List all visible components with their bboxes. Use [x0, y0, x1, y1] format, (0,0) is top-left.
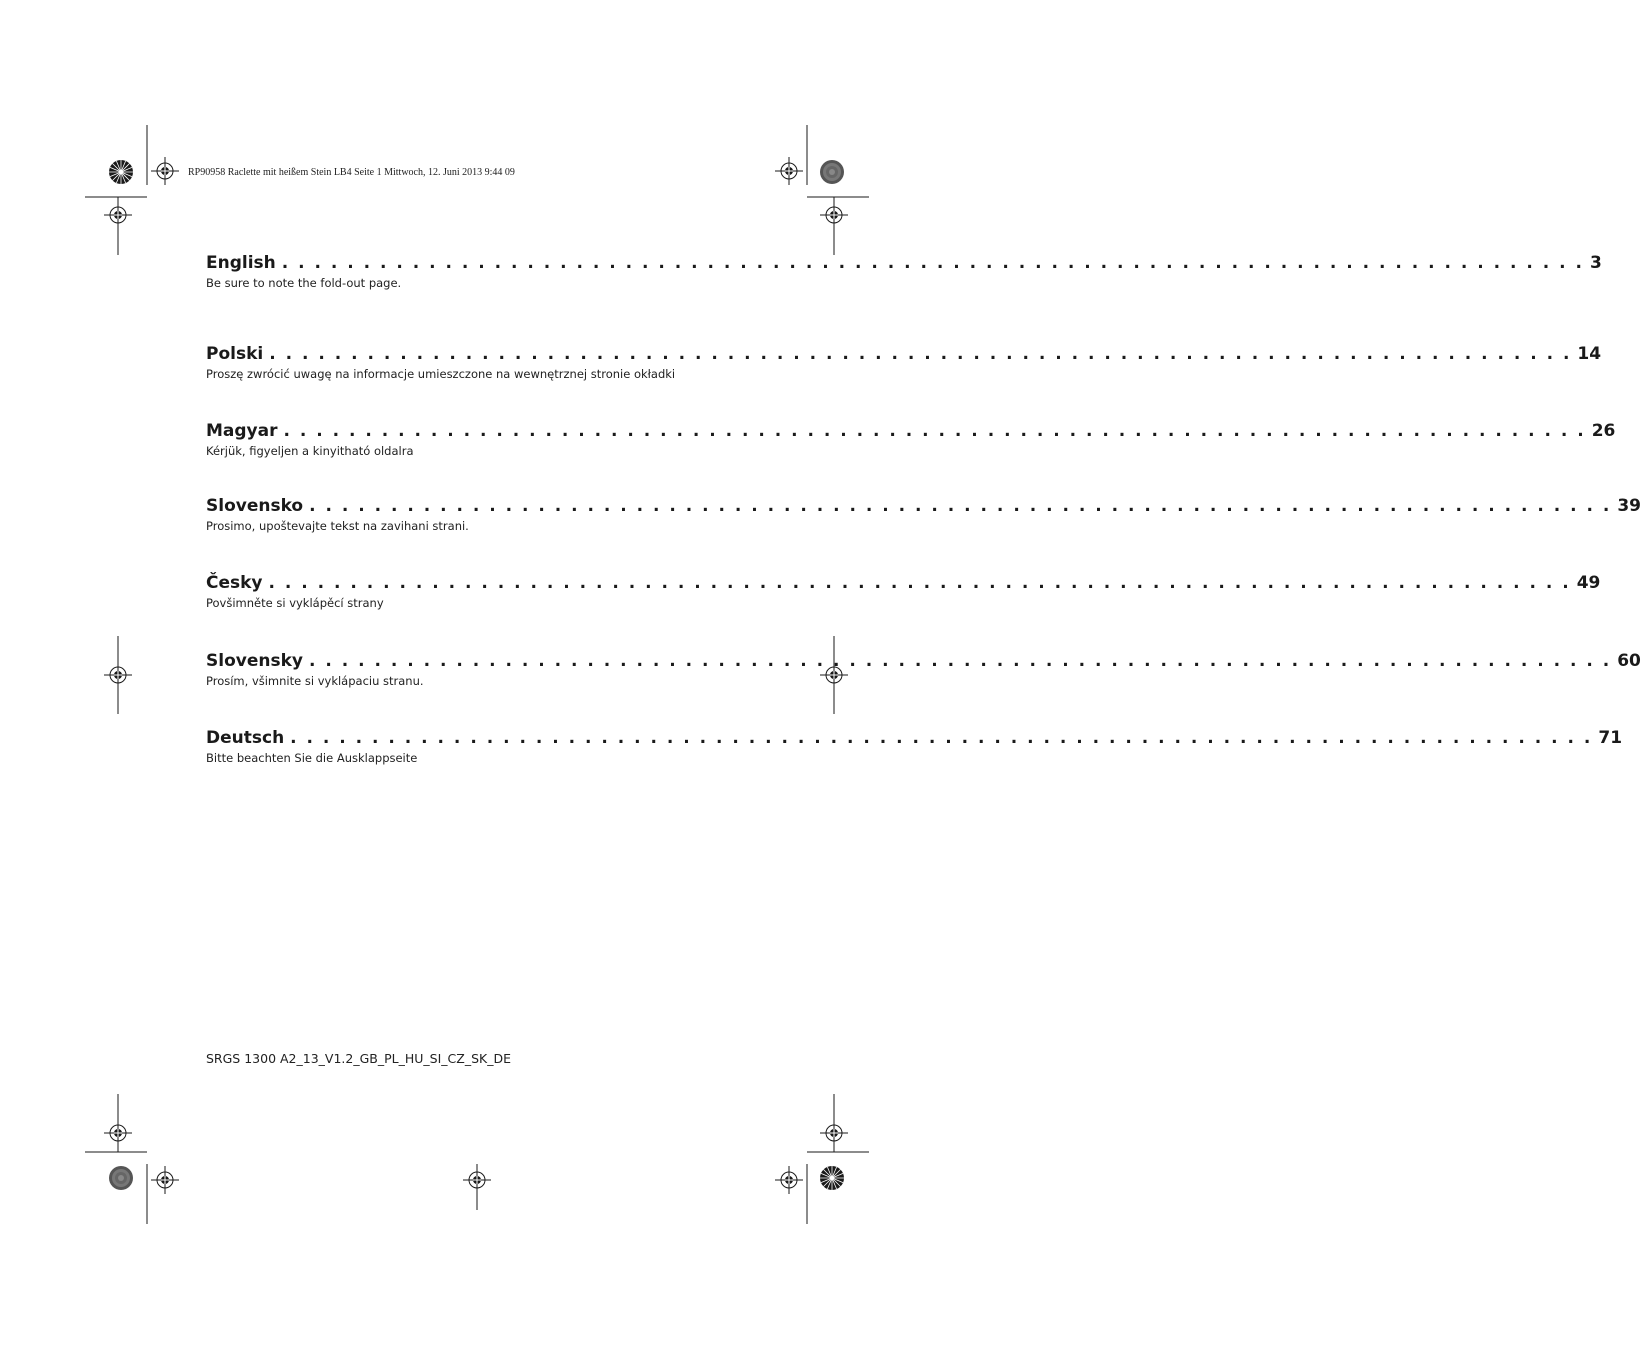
- toc-title: English: [206, 253, 276, 273]
- toc-entry-deutsch[interactable]: [206, 727, 1623, 765]
- registration-mark-bottom-left-lower: [151, 1166, 179, 1194]
- toc-note: Povšimněte si vyklápěcí strany: [206, 596, 384, 610]
- toc-page-number: 14: [1577, 344, 1602, 364]
- toc-title: Slovensky: [206, 651, 303, 671]
- toc-note: Be sure to note the fold-out page.: [206, 276, 402, 290]
- toc-note: Prosím, všimnite si vyklápaciu stranu.: [206, 674, 424, 688]
- registration-mark-bottom-center: [463, 1166, 491, 1194]
- starburst-target-bottom-right: [820, 1166, 844, 1190]
- toc-page-number: 71: [1598, 728, 1623, 748]
- document-code: SRGS 1300 A2_13_V1.2_GB_PL_HU_SI_CZ_SK_DE: [206, 1051, 511, 1066]
- toc-page-number: 49: [1576, 573, 1601, 593]
- toc-note: Bitte beachten Sie die Ausklappseite: [206, 751, 418, 765]
- starburst-target-top-left: [109, 160, 133, 184]
- toc-title: Slovensko: [206, 496, 304, 516]
- registration-mark-top-right-lower: [820, 201, 848, 229]
- toc-entry-magyar[interactable]: [206, 420, 1616, 458]
- toc-leader-dots: . . . . . . . . . . . . . . . . . . . . . . . . . . . . . . . . . . . . . . . . . . . . . . . . . . . . . . . . . . . . . . . . . . . . . . . . . . . . . . . .: [269, 344, 1572, 364]
- toc-page-number: 3: [1589, 253, 1602, 273]
- toc-entry-cesky[interactable]: [206, 572, 1601, 610]
- registration-mark-bottom-right-lower: [775, 1166, 803, 1194]
- toc-title: Česky: [206, 573, 263, 593]
- toc-page-number: 39: [1617, 496, 1641, 516]
- toc-note: Prosimo, upoštevajte tekst na zavihani strani.: [206, 519, 469, 533]
- gray-target-bottom-left: [109, 1166, 133, 1190]
- registration-mark-top-left-upper: [151, 157, 179, 185]
- toc-title: Polski: [206, 344, 264, 364]
- toc-leader-dots: . . . . . . . . . . . . . . . . . . . . . . . . . . . . . . . . . . . . . . . . . . . . . . . . . . . . . . . . . . . . . . . . . . . . . . . . . . . . . . . .: [268, 573, 1571, 593]
- toc-leader-dots: . . . . . . . . . . . . . . . . . . . . . . . . . . . . . . . . . . . . . . . . . . . . . . . . . . . . . . . . . . . . . . . . . . . . . . . . . . . . . . . .: [290, 728, 1593, 748]
- registration-mark-bottom-right-upper: [820, 1119, 848, 1147]
- registration-mark-bottom-left-upper: [104, 1119, 132, 1147]
- gray-target-top-right: [820, 160, 844, 184]
- toc-entry-slovensky[interactable]: [206, 650, 1641, 688]
- registration-mark-mid-left: [104, 661, 132, 689]
- toc-leader-dots: . . . . . . . . . . . . . . . . . . . . . . . . . . . . . . . . . . . . . . . . . . . . . . . . . . . . . . . . . . . . . . . . . . . . . . . . . . . . . . . .: [308, 651, 1612, 671]
- registration-mark-top-left-lower: [104, 201, 132, 229]
- toc-leader-dots: . . . . . . . . . . . . . . . . . . . . . . . . . . . . . . . . . . . . . . . . . . . . . . . . . . . . . . . . . . . . . . . . . . . . . . . . . . . . . . . .: [283, 421, 1586, 441]
- toc-leader-dots: . . . . . . . . . . . . . . . . . . . . . . . . . . . . . . . . . . . . . . . . . . . . . . . . . . . . . . . . . . . . . . . . . . . . . . . . . . . . . . . .: [281, 253, 1584, 273]
- toc-title: Deutsch: [206, 728, 285, 748]
- toc-note: Proszę zwrócić uwagę na informacje umieszczone na wewnętrznej stronie okładki: [206, 367, 676, 381]
- toc-leader-dots: . . . . . . . . . . . . . . . . . . . . . . . . . . . . . . . . . . . . . . . . . . . . . . . . . . . . . . . . . . . . . . . . . . . . . . . . . . . . . . . .: [309, 496, 1612, 516]
- registration-mark-top-right-upper: [775, 157, 803, 185]
- toc-note: Kérjük, figyeljen a kinyitható oldalra: [206, 444, 414, 458]
- toc-title: Magyar: [206, 421, 278, 441]
- toc-entry-polski[interactable]: [206, 343, 1602, 381]
- toc-entry-slovensko[interactable]: [206, 495, 1641, 533]
- toc-page-number: 26: [1591, 421, 1616, 441]
- toc-page-number: 60: [1617, 651, 1641, 671]
- toc-entry-english[interactable]: [206, 252, 1602, 290]
- print-slug: RP90958 Raclette mit heißem Stein LB4 Seite 1 Mittwoch, 12. Juni 2013 9:44 09: [188, 167, 515, 178]
